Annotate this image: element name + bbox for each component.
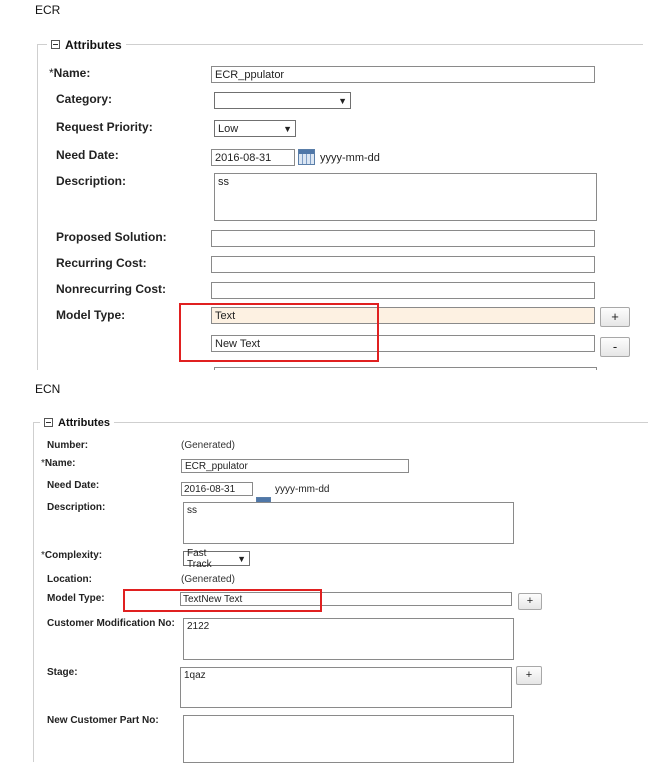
ecr-fieldset-left-border: [37, 44, 38, 370]
ecn-need-date-input[interactable]: 2016-08-31: [181, 482, 253, 496]
ecn-highlight-annotation: [123, 589, 322, 612]
ecn-complexity-select[interactable]: [183, 547, 250, 570]
ecr-category-select[interactable]: [214, 92, 351, 109]
ecr-category-label: Category:: [56, 92, 113, 106]
ecn-customer-mod-textarea[interactable]: 2122: [183, 618, 514, 660]
dropdown-arrow-icon: ▼: [237, 553, 246, 564]
ecn-location-label: Location:: [47, 574, 92, 585]
ecn-stage-add-button[interactable]: +: [516, 666, 542, 685]
required-marker: *: [41, 458, 45, 469]
ecr-recurring-cost-label: Recurring Cost:: [56, 256, 147, 270]
ecr-model-type-add-button[interactable]: +: [600, 307, 630, 327]
ecr-proposed-solution-input[interactable]: [211, 230, 595, 247]
ecn-name-label: *Name:: [41, 458, 76, 469]
ecn-need-date-label: Need Date:: [47, 480, 100, 491]
ecn-location-value: (Generated): [181, 574, 235, 585]
ecn-description-label: Description:: [47, 502, 106, 513]
ecr-need-date-label: Need Date:: [56, 148, 119, 162]
ecr-priority-value: Low: [218, 122, 239, 135]
ecn-number-value: (Generated): [181, 440, 235, 451]
ecn-model-type-label: Model Type:: [47, 593, 105, 604]
ecn-complexity-value: Fast Track: [187, 547, 212, 570]
ecn-complexity-label: *Complexity:: [41, 550, 103, 561]
ecn-section-title: ECN: [35, 382, 61, 396]
ecn-customer-mod-label: Customer Modification No:: [47, 618, 175, 629]
ecr-need-date-input[interactable]: 2016-08-31: [211, 149, 295, 166]
ecn-description-textarea[interactable]: ss: [183, 502, 514, 544]
ecr-model-type-input-2[interactable]: New Text: [211, 335, 595, 352]
ecr-name-input[interactable]: ECR_ppulator: [211, 66, 595, 83]
dropdown-arrow-icon: ▼: [283, 123, 292, 134]
ecn-date-format-hint: yyyy-mm-dd: [275, 484, 330, 495]
ecn-attributes-title: Attributes: [58, 416, 110, 429]
collapse-icon[interactable]: [51, 40, 60, 49]
dropdown-arrow-icon: ▼: [338, 95, 347, 106]
ecr-priority-select[interactable]: [214, 120, 296, 137]
ecr-description-textarea[interactable]: ss: [214, 173, 597, 221]
required-marker: *: [49, 66, 54, 80]
ecn-fieldset-border: [33, 422, 648, 423]
ecn-stage-textarea[interactable]: 1qaz: [180, 667, 512, 708]
required-marker: *: [41, 550, 45, 561]
ecr-name-label: *Name:: [49, 66, 91, 80]
ecr-fieldset-border: [37, 44, 643, 45]
ecn-model-type-input[interactable]: TextNew Text: [180, 592, 512, 606]
ecr-model-type-remove-button[interactable]: -: [600, 337, 630, 357]
ecr-section-title: ECR: [35, 3, 61, 17]
ecr-nonrecurring-cost-input[interactable]: [211, 282, 595, 299]
ecn-stage-label: Stage:: [47, 667, 78, 678]
ecr-attributes-title: Attributes: [65, 37, 122, 52]
ecr-model-type-label: Model Type:: [56, 308, 126, 322]
ecr-cut-off-field: [214, 367, 597, 370]
ecn-number-label: Number:: [47, 440, 89, 451]
ecn-attributes-legend[interactable]: [40, 415, 114, 430]
ecr-model-type-input-1[interactable]: Text: [211, 307, 595, 324]
calendar-icon[interactable]: [298, 149, 315, 165]
ecr-date-format-hint: yyyy-mm-dd: [320, 152, 380, 164]
ecn-new-customer-part-textarea[interactable]: [183, 715, 514, 763]
ecn-new-customer-part-label: New Customer Part No:: [47, 715, 159, 726]
ecr-highlight-annotation: [179, 303, 379, 362]
ecr-attributes-legend[interactable]: [47, 37, 126, 52]
ecr-proposed-solution-label: Proposed Solution:: [56, 230, 167, 244]
collapse-icon[interactable]: [44, 418, 53, 427]
ecr-nonrecurring-cost-label: Nonrecurring Cost:: [56, 282, 167, 296]
ecn-fieldset-left-border: [33, 422, 34, 762]
ecr-priority-label: Request Priority:: [56, 120, 153, 134]
ecn-name-input[interactable]: ECR_ppulator: [181, 459, 409, 473]
ecn-model-type-add-button[interactable]: +: [518, 593, 542, 610]
ecr-recurring-cost-input[interactable]: [211, 256, 595, 273]
ecr-description-label: Description:: [56, 174, 127, 188]
